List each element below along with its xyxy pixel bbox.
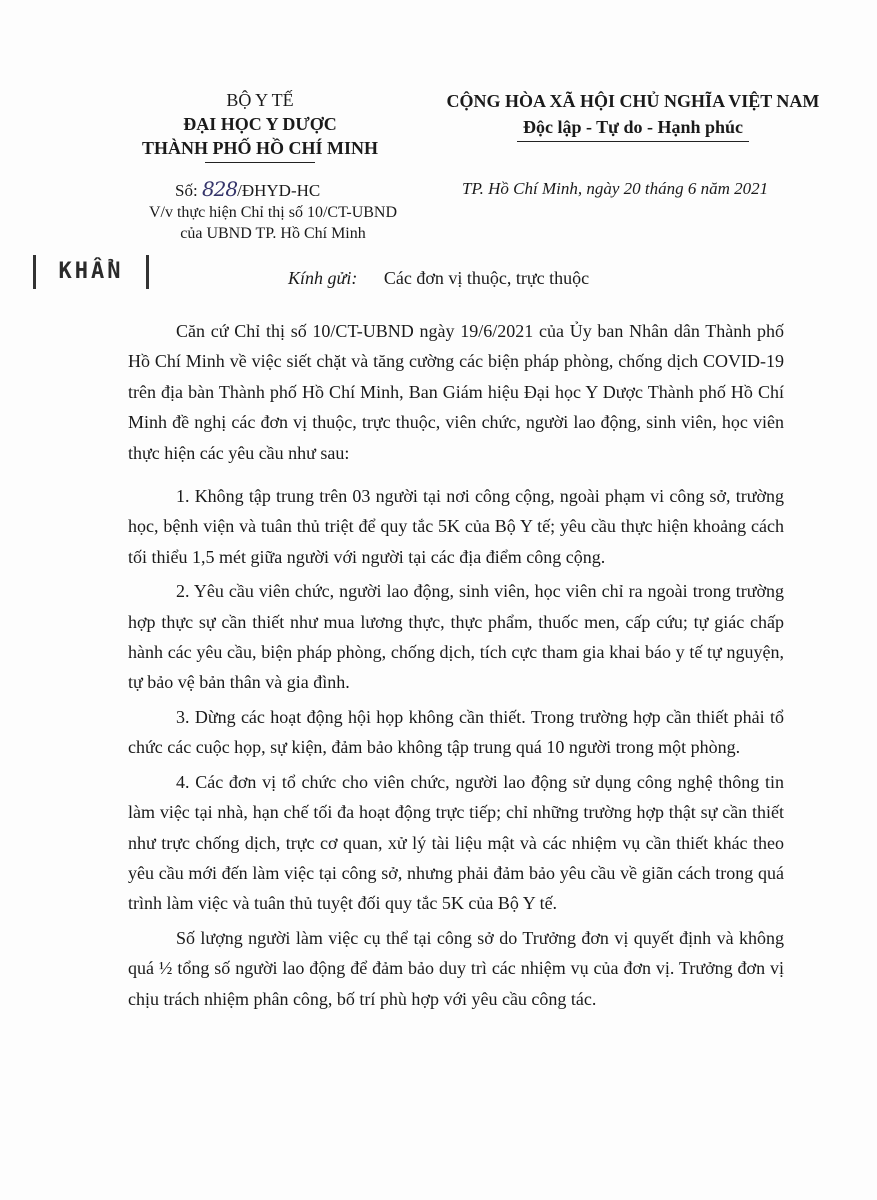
paragraph-item-2: 2. Yêu cầu viên chức, người lao động, sinh viên, học viên chỉ ra ngoài trong trường hợp thực sự cần thiết như mua lương thực, thực phẩm, thuốc men, cấp cứu; tự giác chấp hành các yêu cầu, biện pháp phòng, chống dịch, tích cực tham gia khai báo y tế tự nguyện, tự bảo vệ bản thân và gia đình.	[128, 581, 784, 693]
nation-name: CỘNG HÒA XÃ HỘI CHỦ NGHĨA VIỆT NAM	[446, 91, 820, 111]
subject-line2: của UBND TP. Hồ Chí Minh	[180, 225, 366, 242]
issuing-agency-header	[130, 88, 390, 163]
recipient-value: Các đơn vị thuộc, trực thuộc	[383, 268, 590, 288]
paragraph-intro: Căn cứ Chỉ thị số 10/CT-UBND ngày 19/6/2021 của Ủy ban Nhân dân Thành phố Hồ Chí Minh về việc siết chặt và tăng cường các biện pháp phòng, chống dịch COVID-19 trên địa bàn Thành phố Hồ Chí Minh, Ban Giám hiệu Đại học Y Dược Thành phố Hồ Chí Minh đề nghị các đơn vị thuộc, trực thuộc, viên chức, người lao động, sinh viên, học viên thực hiện các yêu cầu như sau:	[128, 321, 784, 463]
document-body	[128, 316, 784, 1014]
handwritten-number: 828	[201, 177, 238, 201]
document-subject	[128, 202, 418, 244]
urgent-stamp: KHẨN	[33, 255, 149, 289]
university-name-line2: THÀNH PHỐ HỒ CHÍ MINH	[141, 138, 378, 158]
recipient-line	[288, 266, 589, 290]
document-number-suffix: /ĐHYD-HC	[237, 181, 321, 200]
paragraph-item-1: 1. Không tập trung trên 03 người tại nơi công cộng, ngoài phạm vi công sở, trường học, bệnh viện và tuân thủ triệt để quy tắc 5K của Bộ Y tế; yêu cầu thực hiện khoảng cách tối thiểu 1,5 mét giữa người với người tại các địa điểm công cộng.	[128, 486, 784, 567]
national-header	[433, 88, 833, 142]
recipient-label: Kính gửi:	[288, 268, 358, 288]
agency-underline	[205, 162, 315, 163]
subject-line1: V/v thực hiện Chỉ thị số 10/CT-UBND	[148, 204, 398, 221]
paragraph-staffing: Số lượng người làm việc cụ thể tại công sở do Trưởng đơn vị quyết định và không quá ½ tổng số người lao động để đảm bảo duy trì các nhiệm vụ của đơn vị. Trưởng đơn vị chịu trách nhiệm phân công, bố trí phù hợp với yêu cầu công tác.	[128, 927, 784, 1009]
motto-underline	[517, 141, 749, 142]
document-number	[175, 178, 320, 202]
national-motto: Độc lập - Tự do - Hạnh phúc	[522, 117, 744, 137]
ministry-name: BỘ Y TẾ	[226, 90, 294, 110]
paragraph-item-3: 3. Dừng các hoạt động hội họp không cần thiết. Trong trường hợp cần thiết phải tổ chức các cuộc họp, sự kiện, đảm bảo không tập trung quá 10 người trong một phòng.	[128, 706, 784, 758]
university-name-line1: ĐẠI HỌC Y DƯỢC	[183, 114, 337, 134]
date-line: TP. Hồ Chí Minh, ngày 20 tháng 6 năm 2021	[462, 179, 769, 198]
document-number-prefix: Số:	[175, 181, 198, 200]
paragraph-item-4: 4. Các đơn vị tổ chức cho viên chức, người lao động sử dụng công nghệ thông tin làm việc tại nhà, hạn chế tối đa hoạt động trực tiếp; chỉ những trường hợp thật sự cần thiết như trực chống dịch, trực cơ quan, xử lý tài liệu mật và các nhiệm vụ cần thiết khác theo yêu cầu mới đến làm việc tại công sở, nhưng phải đảm bảo yêu cầu về giãn cách trong quá trình làm việc và tuân thủ tuyệt đối quy tắc 5K của Bộ Y tế.	[128, 771, 784, 914]
